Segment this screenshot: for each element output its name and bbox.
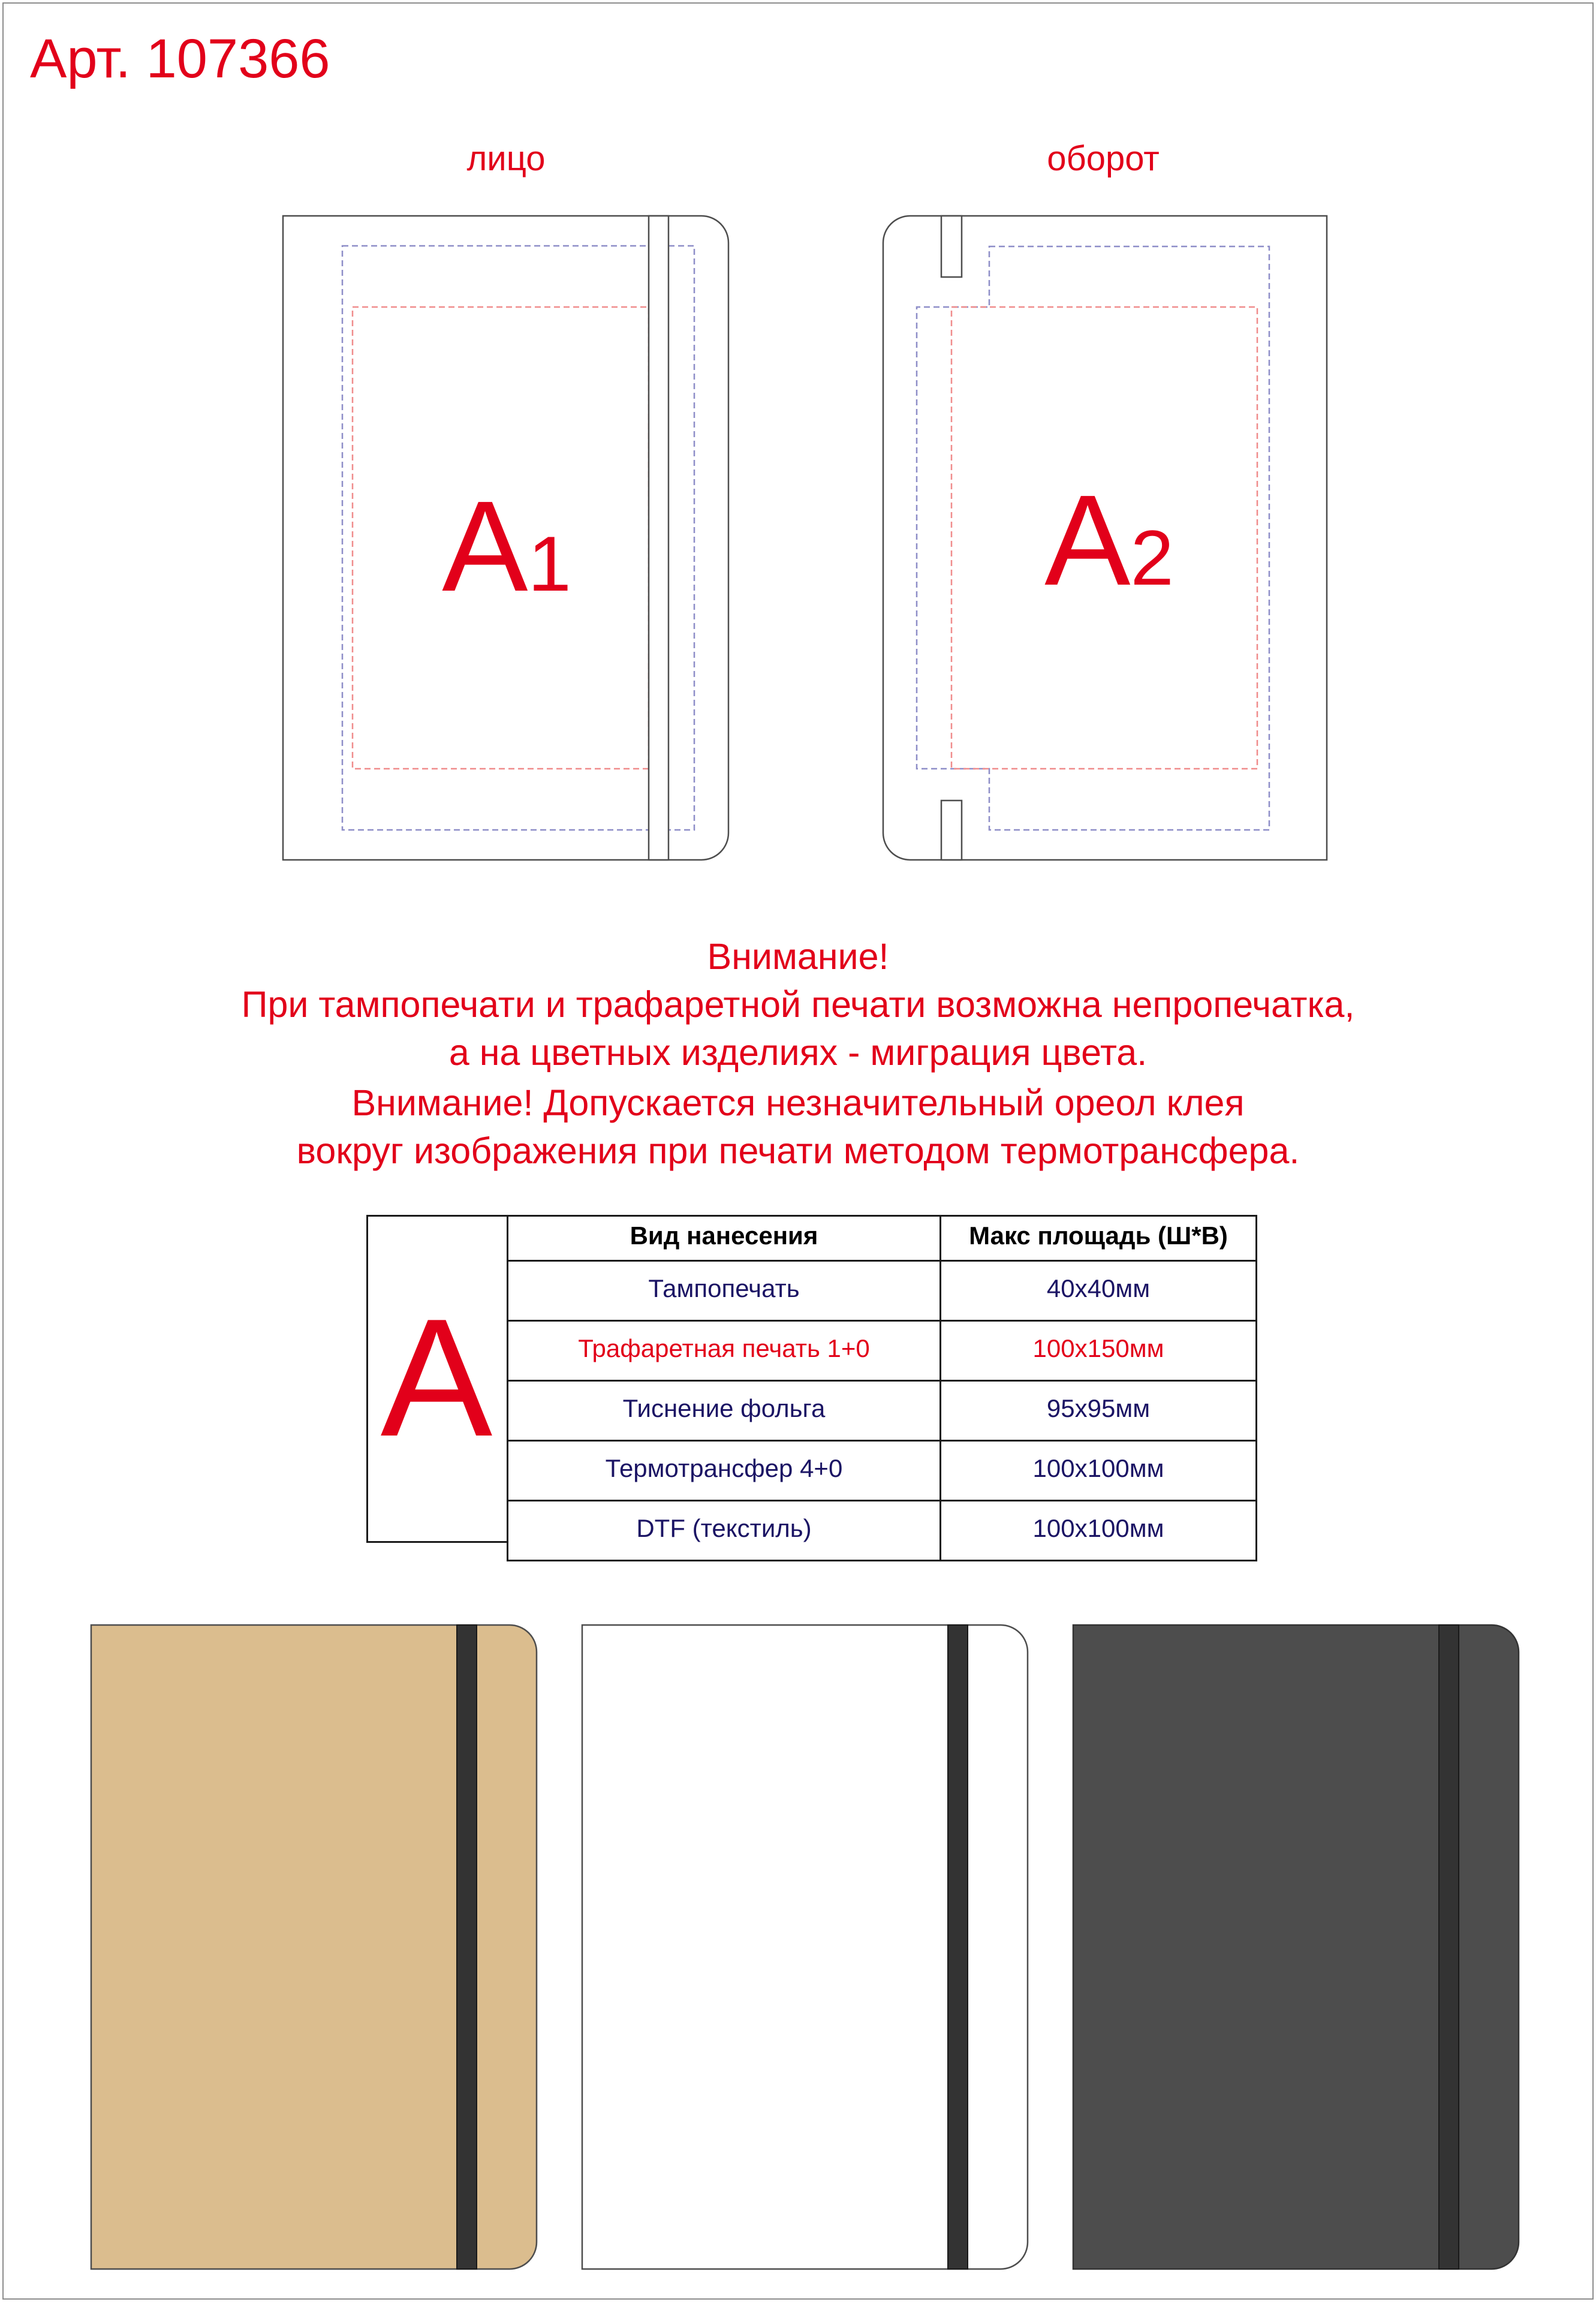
table-row <box>508 1381 1257 1441</box>
front-view-label: лицо <box>466 139 546 178</box>
back-template <box>883 216 1327 860</box>
front-zone-label: A1 <box>442 474 571 618</box>
front-elastic-band <box>649 216 668 860</box>
header-method: Вид нанесения <box>508 1216 941 1261</box>
table-row <box>508 1501 1257 1561</box>
methods-table-block <box>366 1215 1257 1542</box>
table-cell-method: Трафаретная печать 1+0 <box>508 1321 941 1381</box>
table-body <box>508 1261 1257 1561</box>
front-template <box>283 216 728 860</box>
table-cell-method: DTF (текстиль) <box>508 1501 941 1561</box>
table-cell-area: 95x95мм <box>941 1381 1257 1441</box>
back-band-slot-top <box>941 216 962 277</box>
table-cell-area: 40x40мм <box>941 1261 1257 1321</box>
notice-line-3: а на цветных изделиях - миграция цвета. <box>448 1032 1148 1073</box>
back-view-label: оборот <box>1047 139 1160 178</box>
back-band-slot-bottom <box>941 801 962 860</box>
table-cell-area: 100x150мм <box>941 1321 1257 1381</box>
table-row <box>508 1321 1257 1381</box>
table-header-row <box>508 1216 1257 1261</box>
methods-table <box>507 1215 1257 1561</box>
article-number: Арт. 107366 <box>30 28 330 89</box>
zone-letter: A <box>380 1284 493 1472</box>
back-zone-label: A2 <box>1044 468 1174 612</box>
template-drawings <box>0 0 1596 899</box>
notice-line-5: вокруг изображения при печати методом термотрансфера. <box>296 1130 1300 1171</box>
table-cell-area: 100x100мм <box>941 1441 1257 1501</box>
warning-notice <box>0 932 1596 1175</box>
notice-line-4: Внимание! Допускается незначительный ореол клея <box>351 1082 1245 1123</box>
table-row <box>508 1261 1257 1321</box>
table-cell-area: 100x100мм <box>941 1501 1257 1561</box>
table-row <box>508 1441 1257 1501</box>
table-cell-method: Тиснение фольга <box>508 1381 941 1441</box>
table-cell-method: Тампопечать <box>508 1261 941 1321</box>
header-area: Макс площадь (Ш*В) <box>941 1216 1257 1261</box>
notice-line-2: При тампопечати и трафаретной печати возможна непропечатка, <box>241 984 1355 1025</box>
notice-line-1: Внимание! <box>707 936 889 977</box>
table-cell-method: Термотрансфер 4+0 <box>508 1441 941 1501</box>
